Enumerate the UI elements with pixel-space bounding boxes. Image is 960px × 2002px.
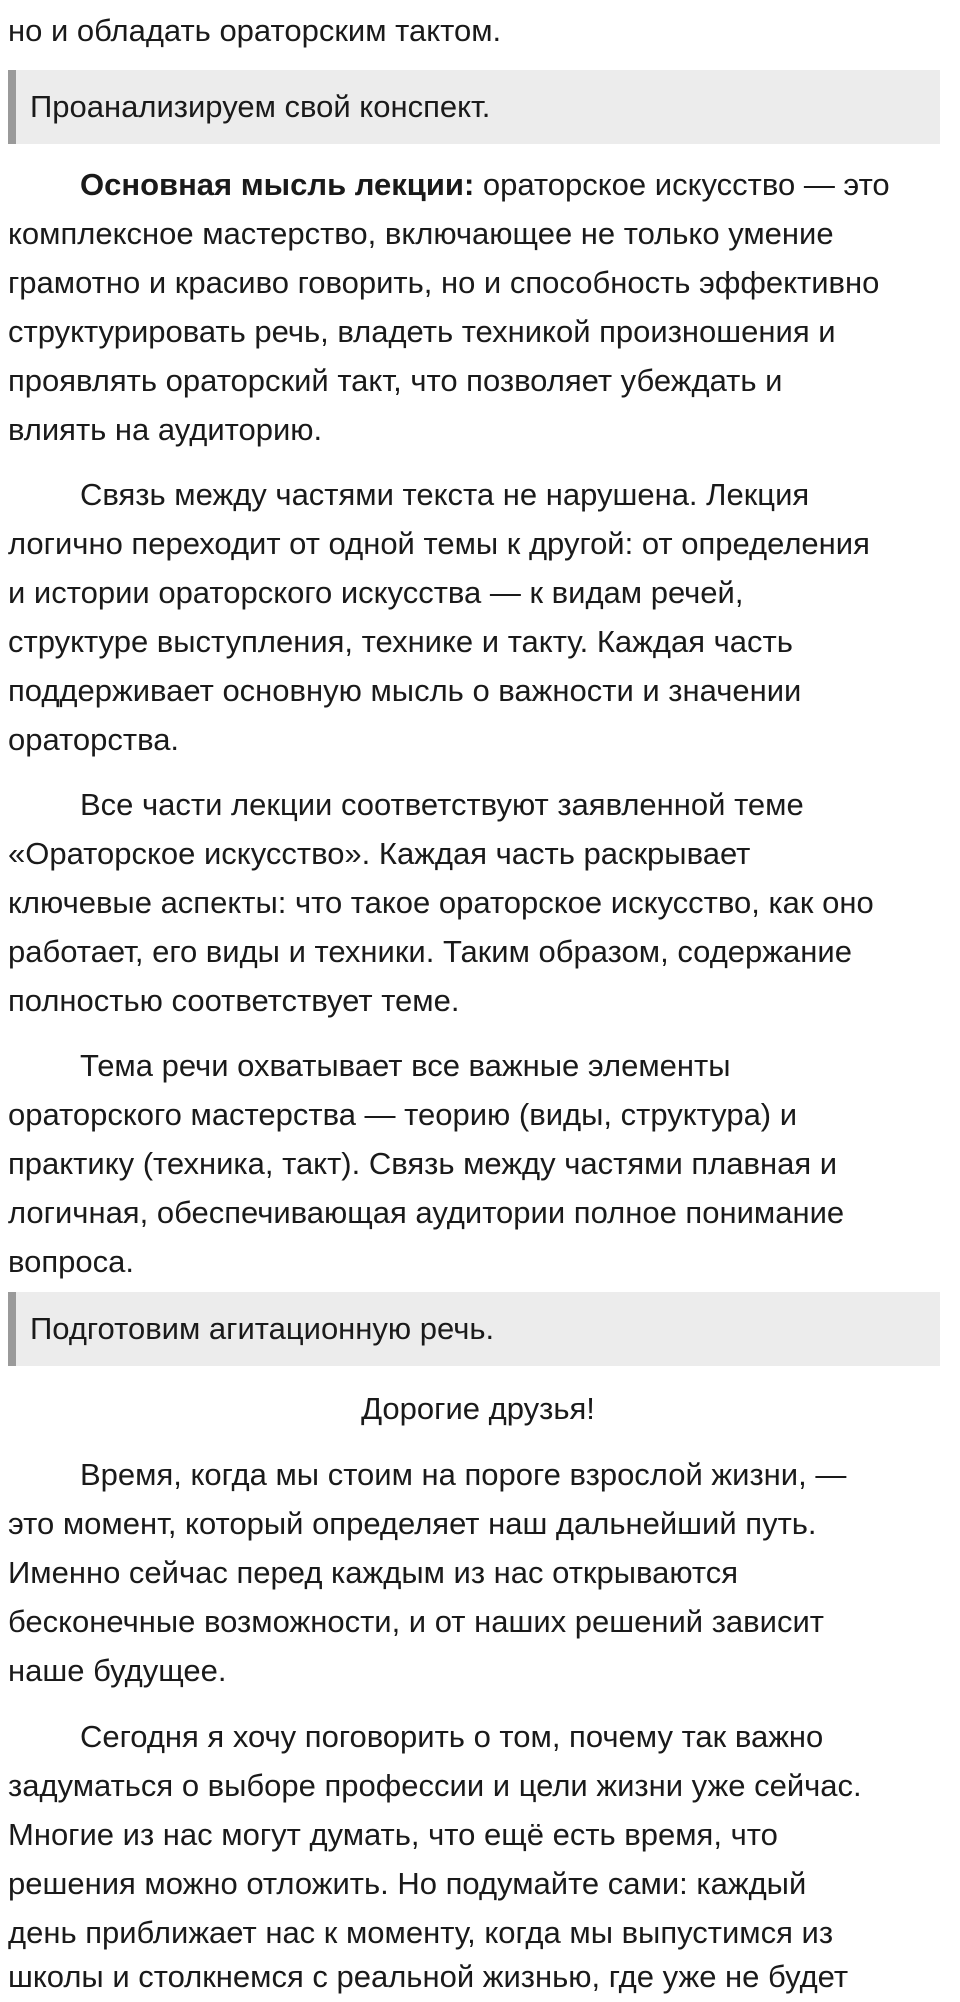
heading-analysis-text: Проанализируем свой конспект. xyxy=(30,89,491,124)
text-line: и истории ораторского искусства — к видам речей, xyxy=(8,575,744,610)
text-line: ключевые аспекты: что такое ораторское искусство, как оно xyxy=(8,885,874,920)
text-line: «Ораторское искусство». Каждая часть раскрывает xyxy=(8,836,751,871)
text-line: структуре выступления, технике и такту. Каждая часть xyxy=(8,624,793,659)
text-line xyxy=(8,160,948,210)
text-line: ораторства. xyxy=(8,722,180,757)
text-line: комплексное мастерство, включающее не только умение xyxy=(8,216,834,251)
text-line: Именно сейчас перед каждым из нас открываются xyxy=(8,1555,739,1590)
text-line: работает, его виды и техники. Таким образом, содержание xyxy=(8,934,852,969)
text-line: Связь между частями текста не нарушена. Лекция xyxy=(80,477,810,512)
text-line: ораторского мастерства — теорию (виды, структура) и xyxy=(8,1097,798,1132)
text-line: грамотно и красиво говорить, но и способность эффективно xyxy=(8,265,880,300)
text-line: Время, когда мы стоим на пороге взрослой жизни, — xyxy=(80,1457,847,1492)
heading-speech xyxy=(8,1292,940,1366)
text-line: Сегодня я хочу поговорить о том, почему так важно xyxy=(80,1719,824,1754)
text-line: вопроса. xyxy=(8,1244,134,1279)
text-line: полностью соответствует теме. xyxy=(8,983,460,1018)
text-line: Многие из нас могут думать, что ещё есть время, что xyxy=(8,1817,778,1852)
text-line: Тема речи охватывает все важные элементы xyxy=(80,1048,731,1083)
text-line: школы и столкнемся с реальной жизнью, где уже не будет xyxy=(8,1959,849,1994)
text-line: практику (техника, такт). Связь между частями плавная и xyxy=(8,1146,838,1181)
text-line: задуматься о выборе профессии и цели жизни уже сейчас. xyxy=(8,1768,862,1803)
text-line: логично переходит от одной темы к другой: от определения xyxy=(8,526,870,561)
text-line: день приближает нас к моменту, когда мы выпустимся из xyxy=(8,1915,834,1950)
heading-speech-text: Подготовим агитационную речь. xyxy=(30,1311,495,1346)
text-line: это момент, который определяет наш дальнейший путь. xyxy=(8,1506,817,1541)
text-line: Все части лекции соответствуют заявленной теме xyxy=(80,787,804,822)
text-line: влиять на аудиторию. xyxy=(8,412,323,447)
text-line: поддерживает основную мысль о важности и значении xyxy=(8,673,802,708)
text-line: проявлять ораторский такт, что позволяет убеждать и xyxy=(8,363,783,398)
main-thought-first: ораторское искусство — это xyxy=(474,167,890,202)
intro-tail: но и обладать ораторским тактом. xyxy=(8,13,502,48)
main-thought-label: Основная мысль лекции: xyxy=(80,167,475,202)
text-line: наше будущее. xyxy=(8,1653,227,1688)
text-line: бесконечные возможности, и от наших решений зависит xyxy=(8,1604,824,1639)
text-line: логичная, обеспечивающая аудитории полное понимание xyxy=(8,1195,845,1230)
greeting: Дорогие друзья! xyxy=(361,1391,595,1426)
text-line: решения можно отложить. Но подумайте сами: каждый xyxy=(8,1866,807,1901)
heading-analysis xyxy=(8,70,940,144)
text-line: структурировать речь, владеть техникой произношения и xyxy=(8,314,836,349)
